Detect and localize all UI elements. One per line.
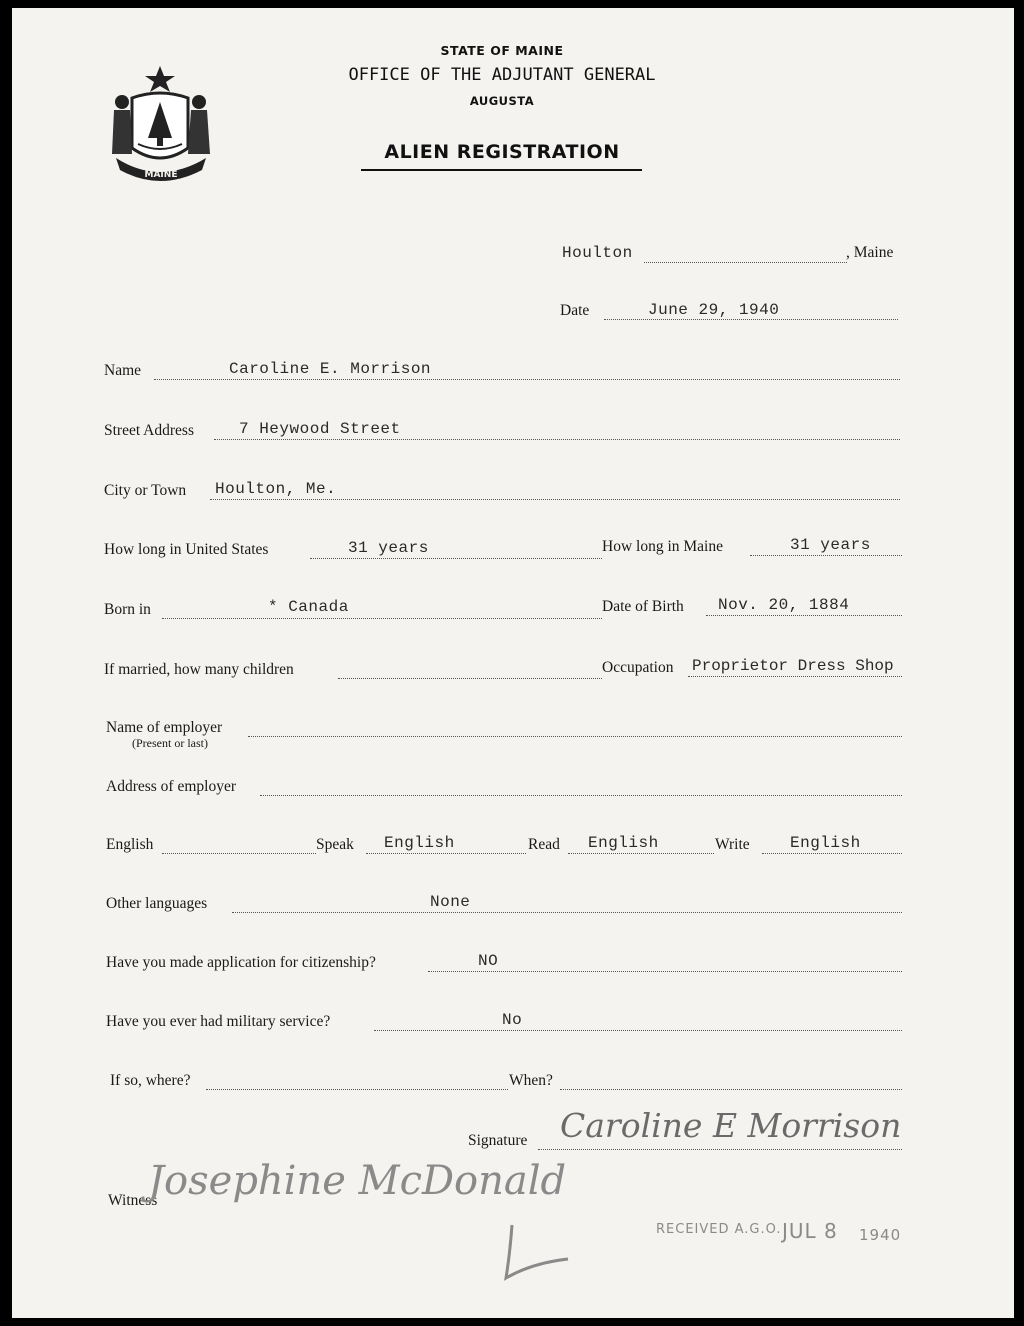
received-stamp-year: 1940 — [859, 1226, 902, 1244]
employer-name-sublabel: (Present or last) — [132, 736, 208, 750]
location-suffix: , Maine — [846, 244, 894, 261]
read-value: English — [588, 834, 659, 852]
maine-duration-label: How long in Maine — [602, 538, 723, 555]
speak-line — [366, 853, 526, 854]
signature-value: Caroline E Morrison — [560, 1106, 902, 1145]
maine-duration-value: 31 years — [790, 536, 871, 554]
citizenship-line — [428, 971, 902, 972]
state-seal-icon — [102, 58, 220, 188]
date-line — [604, 319, 898, 320]
witness-flourish — [492, 1223, 572, 1283]
employer-address-label: Address of employer — [106, 778, 236, 795]
write-label: Write — [715, 836, 750, 853]
us-duration-line — [310, 558, 602, 559]
date-value: June 29, 1940 — [648, 301, 780, 319]
location-value: Houlton — [562, 244, 633, 262]
where-line — [206, 1089, 508, 1090]
children-line — [338, 678, 602, 679]
employer-name-label: Name of employer — [106, 719, 223, 736]
occupation-value: Proprietor Dress Shop — [692, 657, 894, 675]
children-label: If married, how many children — [104, 661, 294, 678]
city-value: Houlton, Me. — [215, 480, 337, 498]
military-value: No — [502, 1011, 523, 1029]
witness-signature: Josephine McDonald — [148, 1158, 567, 1204]
us-duration-value: 31 years — [348, 539, 429, 557]
us-duration-label: How long in United States — [104, 541, 269, 558]
military-label: Have you ever had military service? — [106, 1013, 331, 1030]
citizenship-value: NO — [478, 952, 499, 970]
city-heading: AUGUSTA — [469, 94, 535, 108]
occupation-label: Occupation — [602, 659, 674, 676]
title-underline — [361, 169, 642, 171]
city-label: City or Town — [104, 482, 187, 499]
state-heading: STATE OF MAINE — [440, 43, 564, 58]
born-in-line — [162, 618, 602, 619]
street-line — [214, 439, 900, 440]
signature-line — [538, 1149, 902, 1150]
employer-name-line — [248, 736, 902, 737]
speak-label: Speak — [316, 836, 354, 853]
registration-form — [12, 8, 1014, 1318]
street-value: 7 Heywood Street — [239, 420, 401, 438]
born-in-label: Born in — [104, 601, 151, 618]
when-label: When? — [509, 1072, 553, 1089]
english-label: English — [106, 836, 154, 853]
received-stamp-text: RECEIVED A.G.O. — [656, 1222, 782, 1237]
location-line — [644, 262, 847, 263]
other-languages-line — [232, 912, 902, 913]
citizenship-label: Have you made application for citizenship? — [106, 954, 376, 971]
born-in-value: * Canada — [268, 598, 349, 616]
street-label: Street Address — [104, 422, 194, 439]
witness-label: Witness — [108, 1192, 158, 1209]
name-value: Caroline E. Morrison — [229, 360, 432, 378]
read-label: Read — [528, 836, 560, 853]
dob-label: Date of Birth — [602, 598, 684, 615]
where-label: If so, where? — [110, 1072, 191, 1089]
office-heading: OFFICE OF THE ADJUTANT GENERAL — [348, 65, 656, 85]
dob-value: Nov. 20, 1884 — [718, 596, 850, 614]
occupation-line — [688, 676, 902, 677]
when-line — [560, 1089, 902, 1090]
received-stamp-date: JUL 8 — [782, 1219, 838, 1243]
maine-duration-line — [750, 555, 902, 556]
dob-line — [706, 615, 902, 616]
other-languages-label: Other languages — [106, 895, 208, 912]
signature-label: Signature — [468, 1132, 528, 1149]
svg-text:MAINE: MAINE — [144, 170, 178, 180]
name-line — [154, 379, 900, 380]
write-line — [762, 853, 902, 854]
form-title: ALIEN REGISTRATION — [384, 141, 620, 163]
read-line — [568, 853, 714, 854]
english-line — [162, 853, 316, 854]
date-label: Date — [560, 302, 590, 319]
speak-value: English — [384, 834, 455, 852]
city-line — [210, 499, 900, 500]
write-value: English — [790, 834, 861, 852]
employer-address-line — [260, 795, 902, 796]
military-line — [374, 1030, 902, 1031]
name-label: Name — [104, 362, 142, 379]
other-languages-value: None — [430, 893, 471, 911]
